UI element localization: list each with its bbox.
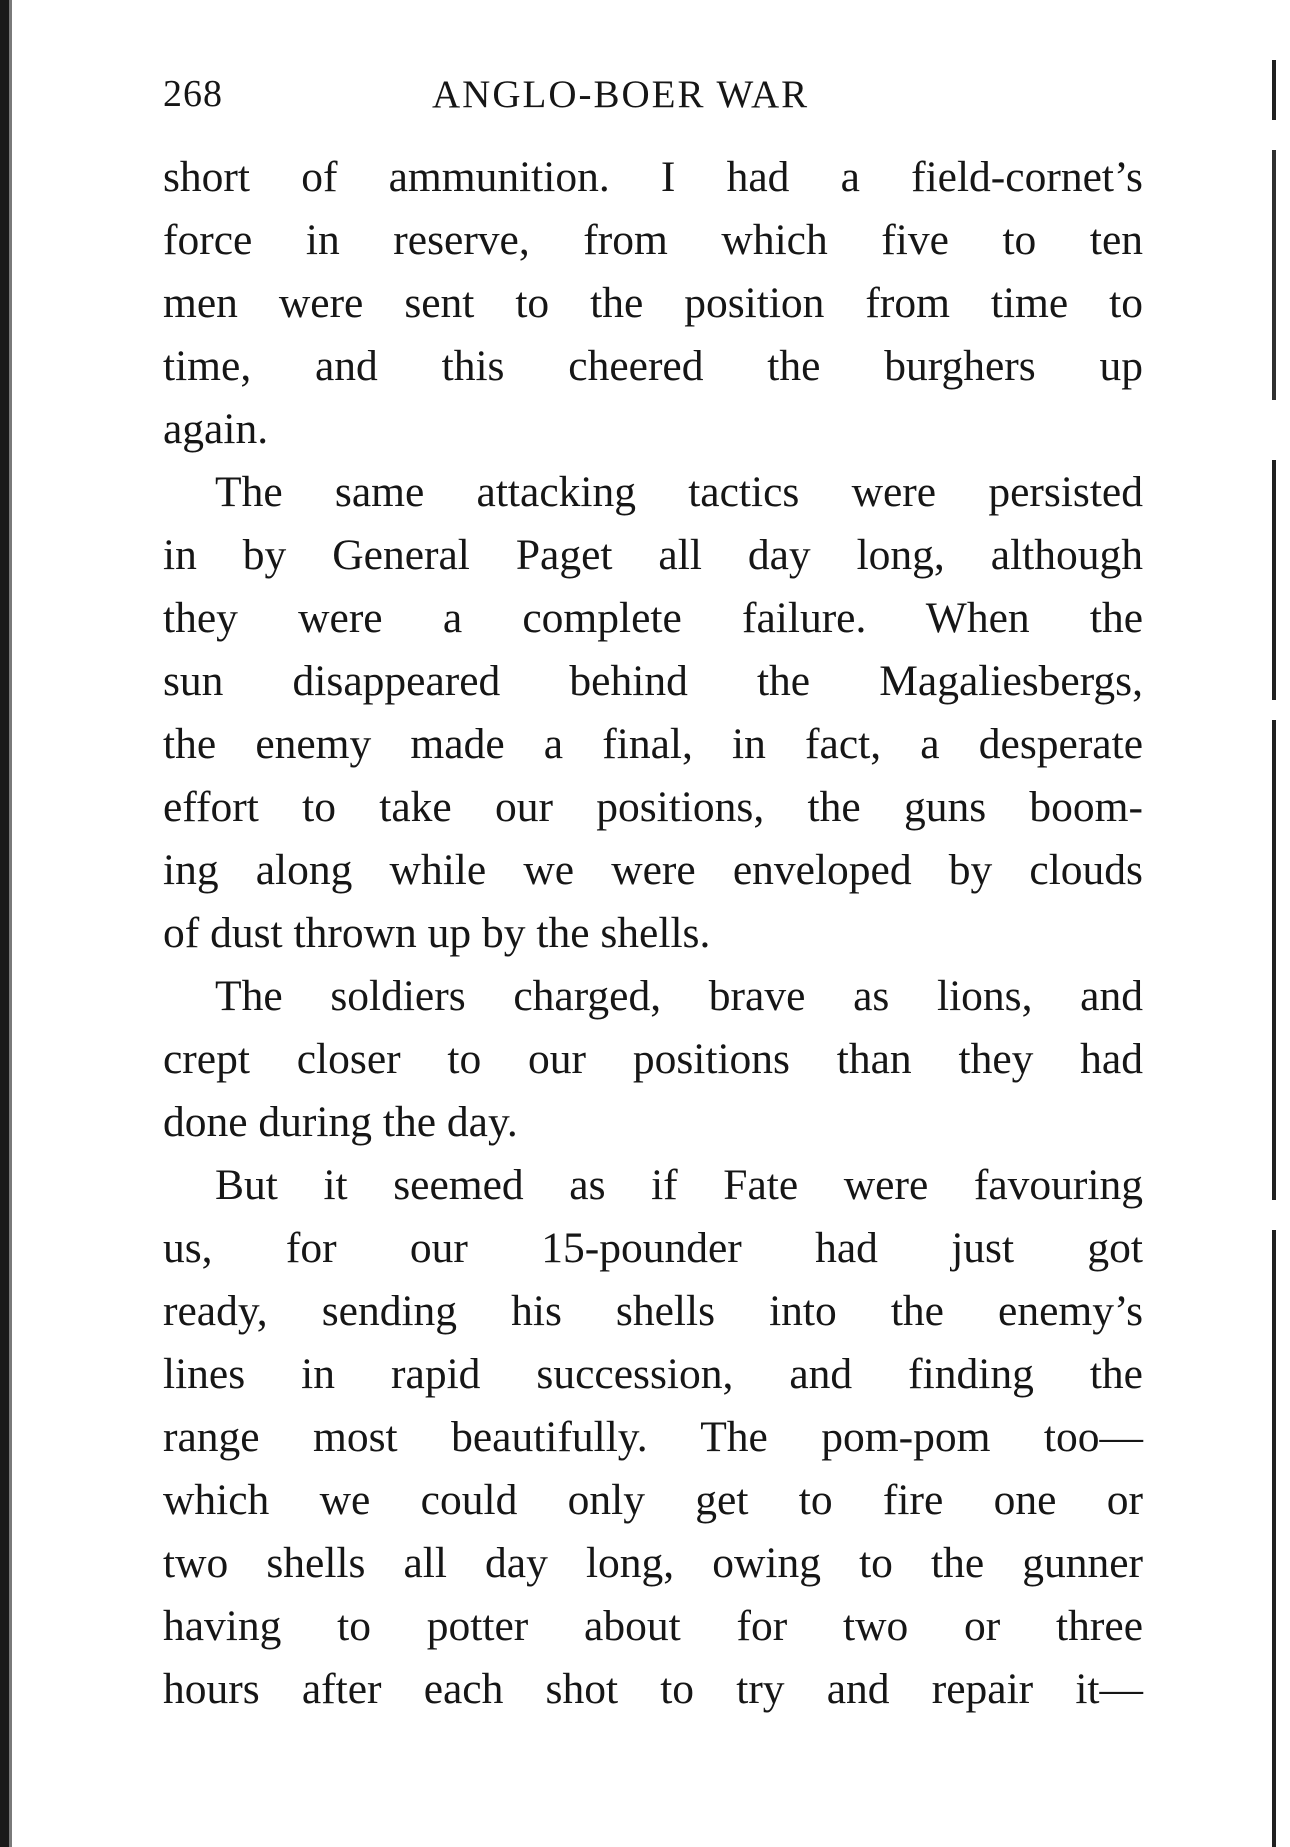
text-line: sun disappeared behind the Magaliesbergs, (163, 657, 1143, 705)
text-line: having to potter about for two or three (163, 1602, 1143, 1650)
text-line: lines in rapid succession, and finding the (163, 1350, 1143, 1398)
text-line: crept closer to our positions than they had (163, 1035, 1143, 1083)
text-line: of dust thrown up by the shells. (163, 909, 711, 957)
text-line: ready, sending his shells into the enemy’s (163, 1287, 1143, 1335)
text-line: range most beautifully. The pom-pom too— (163, 1413, 1143, 1461)
text-line: hours after each shot to try and repair it— (163, 1665, 1143, 1713)
text-line: in by General Paget all day long, although (163, 531, 1143, 579)
text-line: time, and this cheered the burghers up (163, 342, 1143, 390)
text-line: men were sent to the position from time to (163, 279, 1143, 327)
body-text (163, 146, 1143, 1721)
text-line: which we could only get to fire one or (163, 1476, 1143, 1524)
text-line: ing along while we were enveloped by clouds (163, 846, 1143, 894)
page-header (163, 72, 1143, 132)
running-title: ANGLO-BOER WAR (432, 73, 810, 116)
text-line: us, for our 15-pounder had just got (163, 1224, 1143, 1272)
text-line: effort to take our positions, the guns boom- (163, 783, 1143, 831)
page-number: 268 (163, 73, 223, 115)
text-line: done during the day. (163, 1098, 518, 1146)
text-line: The same attacking tactics were persisted (215, 468, 1143, 516)
text-line: But it seemed as if Fate were favouring (215, 1161, 1143, 1209)
text-line: the enemy made a final, in fact, a desperate (163, 720, 1143, 768)
text-line: they were a complete failure. When the (163, 594, 1143, 642)
text-line: short of ammunition. I had a field-cornet’s (163, 153, 1143, 201)
text-line: two shells all day long, owing to the gunner (163, 1539, 1143, 1587)
text-line: The soldiers charged, brave as lions, and (215, 972, 1143, 1020)
text-line: force in reserve, from which five to ten (163, 216, 1143, 264)
text-line: again. (163, 405, 269, 453)
